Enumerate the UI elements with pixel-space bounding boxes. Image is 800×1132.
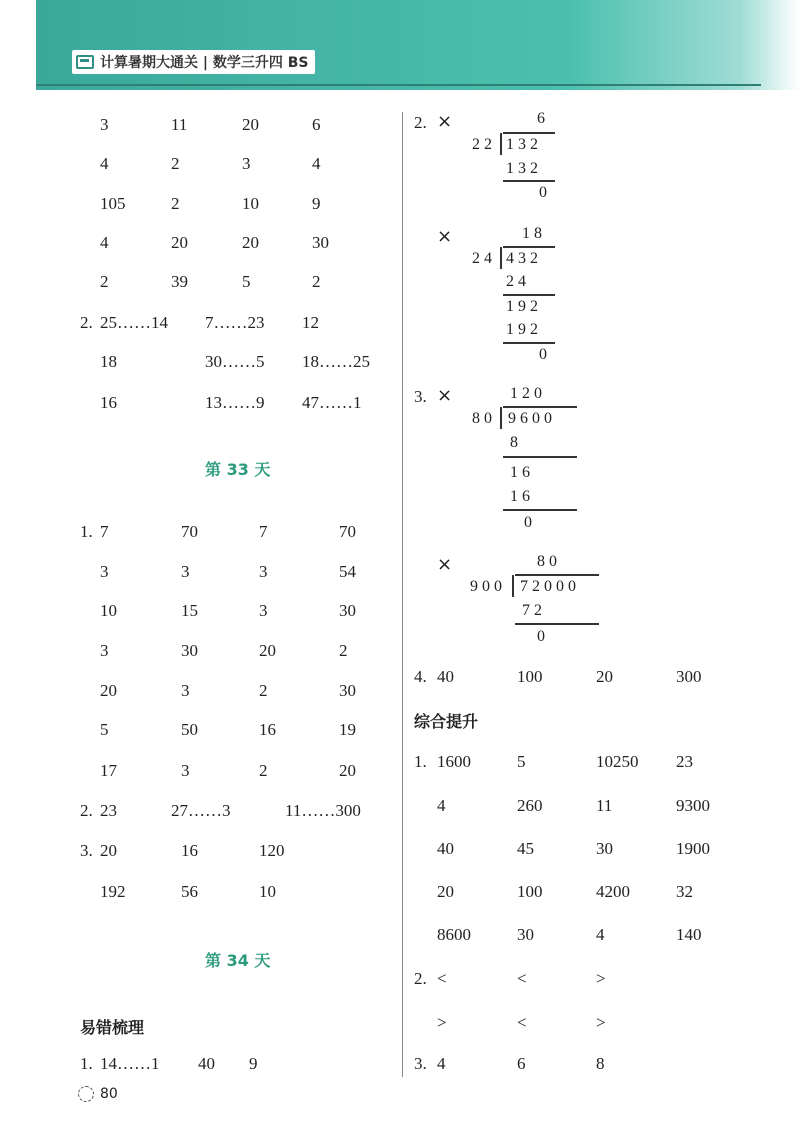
cell: 4 <box>100 154 109 173</box>
quotient: 18 <box>522 225 546 242</box>
cell: 20 <box>242 233 259 252</box>
cell: 27……3 <box>171 801 231 820</box>
cell: 2 <box>100 272 109 291</box>
cell: 6 <box>517 1054 526 1073</box>
cell: 30 <box>339 601 356 620</box>
cell: 5 <box>100 720 109 739</box>
cell: 4 <box>596 925 605 944</box>
cell: 20 <box>596 667 613 686</box>
question-label: 1. <box>80 1054 93 1073</box>
cell: 3 <box>100 641 109 660</box>
cell: 12 <box>302 313 319 332</box>
question-label: 4. <box>414 667 427 686</box>
subtraction-line <box>503 294 555 296</box>
cell: 9300 <box>676 796 710 815</box>
cell: 4 <box>312 154 321 173</box>
subtraction-line <box>503 180 555 182</box>
partial-product: 72 <box>522 602 546 619</box>
cell: 4 <box>437 1054 446 1073</box>
cell: 20 <box>100 841 117 860</box>
cell: 47……1 <box>302 393 362 412</box>
divisor: 900 <box>470 578 506 595</box>
cell: 5 <box>517 752 526 771</box>
partial-product: 16 <box>510 488 534 505</box>
cell: 16 <box>181 841 198 860</box>
cell: > <box>437 1013 447 1032</box>
section-heading: 综合提升 <box>414 712 479 731</box>
cell: < <box>437 969 447 988</box>
cell: 7 <box>259 522 268 541</box>
header-label <box>72 50 315 74</box>
cell: 20 <box>171 233 188 252</box>
cell: 45 <box>517 839 534 858</box>
cell: 20 <box>339 761 356 780</box>
cell: 20 <box>100 681 117 700</box>
cell: > <box>596 1013 606 1032</box>
cell: 56 <box>181 882 198 901</box>
sun-icon <box>78 1086 94 1102</box>
column-divider <box>402 112 403 1077</box>
dividend: 9600 <box>508 410 556 427</box>
cell: 7……23 <box>205 313 265 332</box>
cell: 40 <box>437 839 454 858</box>
cell: 50 <box>181 720 198 739</box>
partial-product: 132 <box>506 160 542 177</box>
cell: 4200 <box>596 882 630 901</box>
cell: 105 <box>100 194 126 213</box>
cell: 16 <box>259 720 276 739</box>
cell: 18 <box>100 352 117 371</box>
cell: 1900 <box>676 839 710 858</box>
division-bracket <box>500 407 502 429</box>
header-rule <box>36 84 761 86</box>
division-bar <box>515 574 599 576</box>
remainder: 0 <box>524 514 536 531</box>
divisor: 24 <box>472 250 496 267</box>
header-title: 计算暑期大通关 | 数学三升四 BS <box>100 55 309 71</box>
cell: 10 <box>242 194 259 213</box>
cross-mark-icon: × <box>437 554 453 575</box>
cell: 20 <box>242 115 259 134</box>
question-label: 3. <box>80 841 93 860</box>
quotient: 6 <box>537 110 549 127</box>
cell: 9 <box>312 194 321 213</box>
dividend: 72000 <box>520 578 580 595</box>
cell: 8600 <box>437 925 471 944</box>
cell: 100 <box>517 667 543 686</box>
cell: 10 <box>100 601 117 620</box>
page-number: 80 <box>100 1086 118 1102</box>
remainder: 0 <box>537 628 549 645</box>
cell: 3 <box>242 154 251 173</box>
cell: 23 <box>100 801 117 820</box>
cell: 3 <box>259 562 268 581</box>
cell: 40 <box>437 667 454 686</box>
cell: 2 <box>171 154 180 173</box>
cell: 100 <box>517 882 543 901</box>
divisor: 80 <box>472 410 496 427</box>
cell: 2 <box>259 681 268 700</box>
cell: 54 <box>339 562 356 581</box>
cell: 16 <box>100 393 117 412</box>
cell: 39 <box>171 272 188 291</box>
cell: < <box>517 1013 527 1032</box>
quotient: 120 <box>510 385 546 402</box>
subtraction-line <box>503 456 577 458</box>
cell: 3 <box>181 761 190 780</box>
division-bar <box>503 132 555 134</box>
cell: 13……9 <box>205 393 265 412</box>
cell: 7 <box>100 522 109 541</box>
cell: 70 <box>339 522 356 541</box>
cell: 3 <box>100 115 109 134</box>
cell: 30 <box>339 681 356 700</box>
question-label: 1. <box>80 522 93 541</box>
cell: 2 <box>312 272 321 291</box>
cell: 30 <box>596 839 613 858</box>
cell: 10 <box>259 882 276 901</box>
cell: 3 <box>181 681 190 700</box>
cell: 2 <box>339 641 348 660</box>
dividend: 132 <box>506 136 542 153</box>
division-bracket <box>500 133 502 155</box>
quotient: 80 <box>537 553 561 570</box>
cell: 18……25 <box>302 352 370 371</box>
cell: 2 <box>171 194 180 213</box>
cell: 11 <box>596 796 613 815</box>
cell: 300 <box>676 667 702 686</box>
cross-mark-icon: × <box>437 111 453 132</box>
remainder: 0 <box>539 184 551 201</box>
cell: 11……300 <box>285 801 361 820</box>
cell: 4 <box>437 796 446 815</box>
cell: 1600 <box>437 752 471 771</box>
cell: < <box>517 969 527 988</box>
cell: 4 <box>100 233 109 252</box>
division-bracket <box>512 575 514 597</box>
cell: 30 <box>181 641 198 660</box>
cell: 120 <box>259 841 285 860</box>
cell: 20 <box>259 641 276 660</box>
cell: 3 <box>100 562 109 581</box>
cell: 19 <box>339 720 356 739</box>
division-bar <box>503 406 577 408</box>
cell: 20 <box>437 882 454 901</box>
cell: 6 <box>312 115 321 134</box>
question-label: 2. <box>80 313 93 332</box>
cell: 192 <box>100 882 126 901</box>
cell: > <box>596 969 606 988</box>
cell: 3 <box>181 562 190 581</box>
divisor: 22 <box>472 136 496 153</box>
cell: 25……14 <box>100 313 168 332</box>
book-icon <box>76 55 94 69</box>
day-heading: 第 34 天 <box>205 951 271 970</box>
cell: 11 <box>171 115 188 134</box>
partial-dividend: 16 <box>510 464 534 481</box>
question-label: 2. <box>414 969 427 988</box>
remainder: 0 <box>539 346 551 363</box>
subtraction-line <box>515 623 599 625</box>
cell: 30 <box>312 233 329 252</box>
cell: 3 <box>259 601 268 620</box>
page-footer <box>78 1086 118 1102</box>
header-band <box>36 0 800 90</box>
question-label: 1. <box>414 752 427 771</box>
question-label: 2. <box>414 113 427 132</box>
cell: 140 <box>676 925 702 944</box>
cell: 260 <box>517 796 543 815</box>
partial-dividend: 192 <box>506 298 542 315</box>
cell: 2 <box>259 761 268 780</box>
partial-product: 8 <box>510 434 522 451</box>
cell: 14……1 <box>100 1054 160 1073</box>
subtraction-line <box>503 342 555 344</box>
partial-product: 192 <box>506 321 542 338</box>
cross-mark-icon: × <box>437 385 453 406</box>
cell: 9 <box>249 1054 258 1073</box>
division-bracket <box>500 247 502 269</box>
cell: 30……5 <box>205 352 265 371</box>
cell: 8 <box>596 1054 605 1073</box>
question-label: 2. <box>80 801 93 820</box>
day-heading: 第 33 天 <box>205 460 271 479</box>
cell: 17 <box>100 761 117 780</box>
cell: 32 <box>676 882 693 901</box>
cell: 40 <box>198 1054 215 1073</box>
subtraction-line <box>503 509 577 511</box>
section-heading: 易错梳理 <box>80 1018 145 1037</box>
cell: 5 <box>242 272 251 291</box>
question-label: 3. <box>414 1054 427 1073</box>
cell: 30 <box>517 925 534 944</box>
question-label: 3. <box>414 387 427 406</box>
partial-product: 24 <box>506 273 530 290</box>
division-bar <box>503 246 555 248</box>
dividend: 432 <box>506 250 542 267</box>
cell: 23 <box>676 752 693 771</box>
cell: 10250 <box>596 752 639 771</box>
cross-mark-icon: × <box>437 226 453 247</box>
cell: 15 <box>181 601 198 620</box>
cell: 70 <box>181 522 198 541</box>
